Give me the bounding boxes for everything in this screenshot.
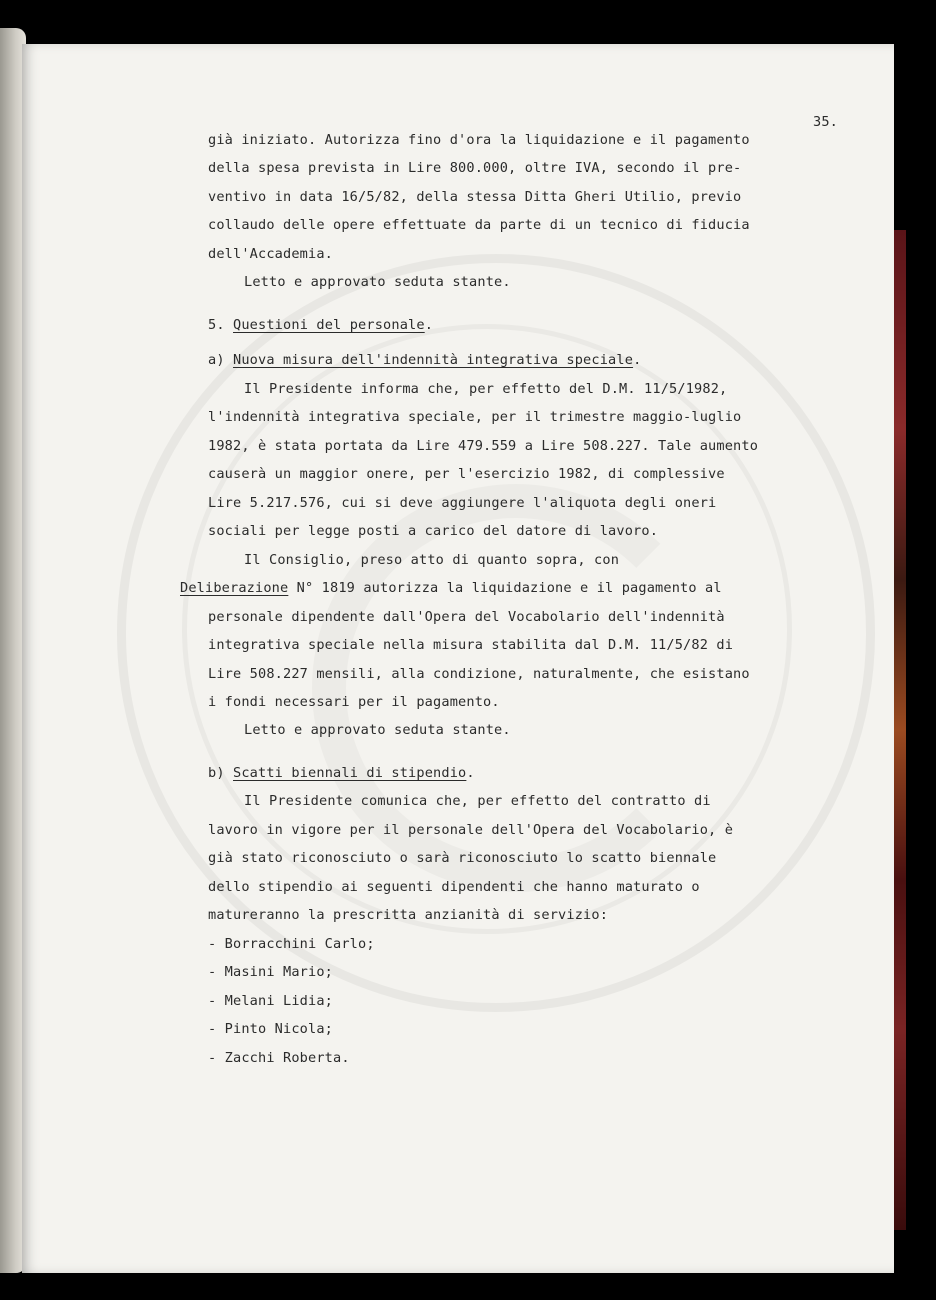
subsection-heading: a) Nuova misura dell'indennità integrativa speciale.	[208, 352, 642, 368]
text-line: Letto e approvato seduta stante.	[244, 274, 511, 290]
text-line: l'indennità integrativa speciale, per il trimestre maggio-luglio	[208, 409, 742, 425]
text-line: Il Presidente informa che, per effetto del D.M. 11/5/1982,	[244, 381, 728, 397]
text-line: Il Consiglio, preso atto di quanto sopra, con	[244, 552, 620, 568]
list-item: - Zacchi Roberta.	[208, 1050, 350, 1066]
text-line: Lire 5.217.576, cui si deve aggiungere l'aliquota degli oneri	[208, 495, 717, 511]
text-line: ventivo in data 16/5/82, della stessa Ditta Gheri Utilio, previo	[208, 189, 742, 205]
section-heading: 5. Questioni del personale.	[208, 317, 434, 333]
list-item: - Pinto Nicola;	[208, 1021, 334, 1037]
section-title: Questioni del personale	[233, 317, 425, 333]
text-line: della spesa prevista in Lire 800.000, oltre IVA, secondo il pre-	[208, 160, 742, 176]
deliberation-label: Deliberazione	[180, 580, 289, 596]
list-item: - Borracchini Carlo;	[208, 936, 375, 952]
subsection-title: Scatti biennali di stipendio	[233, 765, 467, 781]
document-page	[22, 44, 894, 1273]
text-line: dell'Accademia.	[208, 246, 334, 262]
text-line: Il Presidente comunica che, per effetto del contratto di	[244, 793, 711, 809]
text-line: integrativa speciale nella misura stabilita dal D.M. 11/5/82 di	[208, 637, 734, 653]
text-line: dello stipendio ai seguenti dipendenti che hanno maturato o	[208, 879, 700, 895]
list-item: - Masini Mario;	[208, 964, 334, 980]
list-item: - Melani Lidia;	[208, 993, 334, 1009]
text-line: causerà un maggior onere, per l'esercizio 1982, di complessive	[208, 466, 725, 482]
text-line: sociali per legge posti a carico del datore di lavoro.	[208, 523, 659, 539]
text-line: già stato riconosciuto o sarà riconosciuto lo scatto biennale	[208, 850, 717, 866]
subsection-heading: b) Scatti biennali di stipendio.	[208, 765, 475, 781]
page-number: 35.	[813, 114, 839, 130]
text-line: lavoro in vigore per il personale dell'Opera del Vocabolario, è	[208, 822, 734, 838]
text-line: matureranno la prescritta anzianità di servizio:	[208, 907, 609, 923]
text-line: personale dipendente dall'Opera del Vocabolario dell'indennità	[208, 609, 725, 625]
text-line: 1982, è stata portata da Lire 479.559 a Lire 508.227. Tale aumento	[208, 438, 759, 454]
text-line: già iniziato. Autorizza fino d'ora la liquidazione e il pagamento	[208, 132, 750, 148]
text-line: i fondi necessari per il pagamento.	[208, 694, 500, 710]
text-line: Lire 508.227 mensili, alla condizione, naturalmente, che esistano	[208, 666, 750, 682]
subsection-title: Nuova misura dell'indennità integrativa speciale	[233, 352, 634, 368]
deliberation-line: Deliberazione N° 1819 autorizza la liquidazione e il pagamento al	[180, 580, 722, 596]
text-line: collaudo delle opere effettuate da parte di un tecnico di fiducia	[208, 217, 750, 233]
text-line: Letto e approvato seduta stante.	[244, 722, 511, 738]
